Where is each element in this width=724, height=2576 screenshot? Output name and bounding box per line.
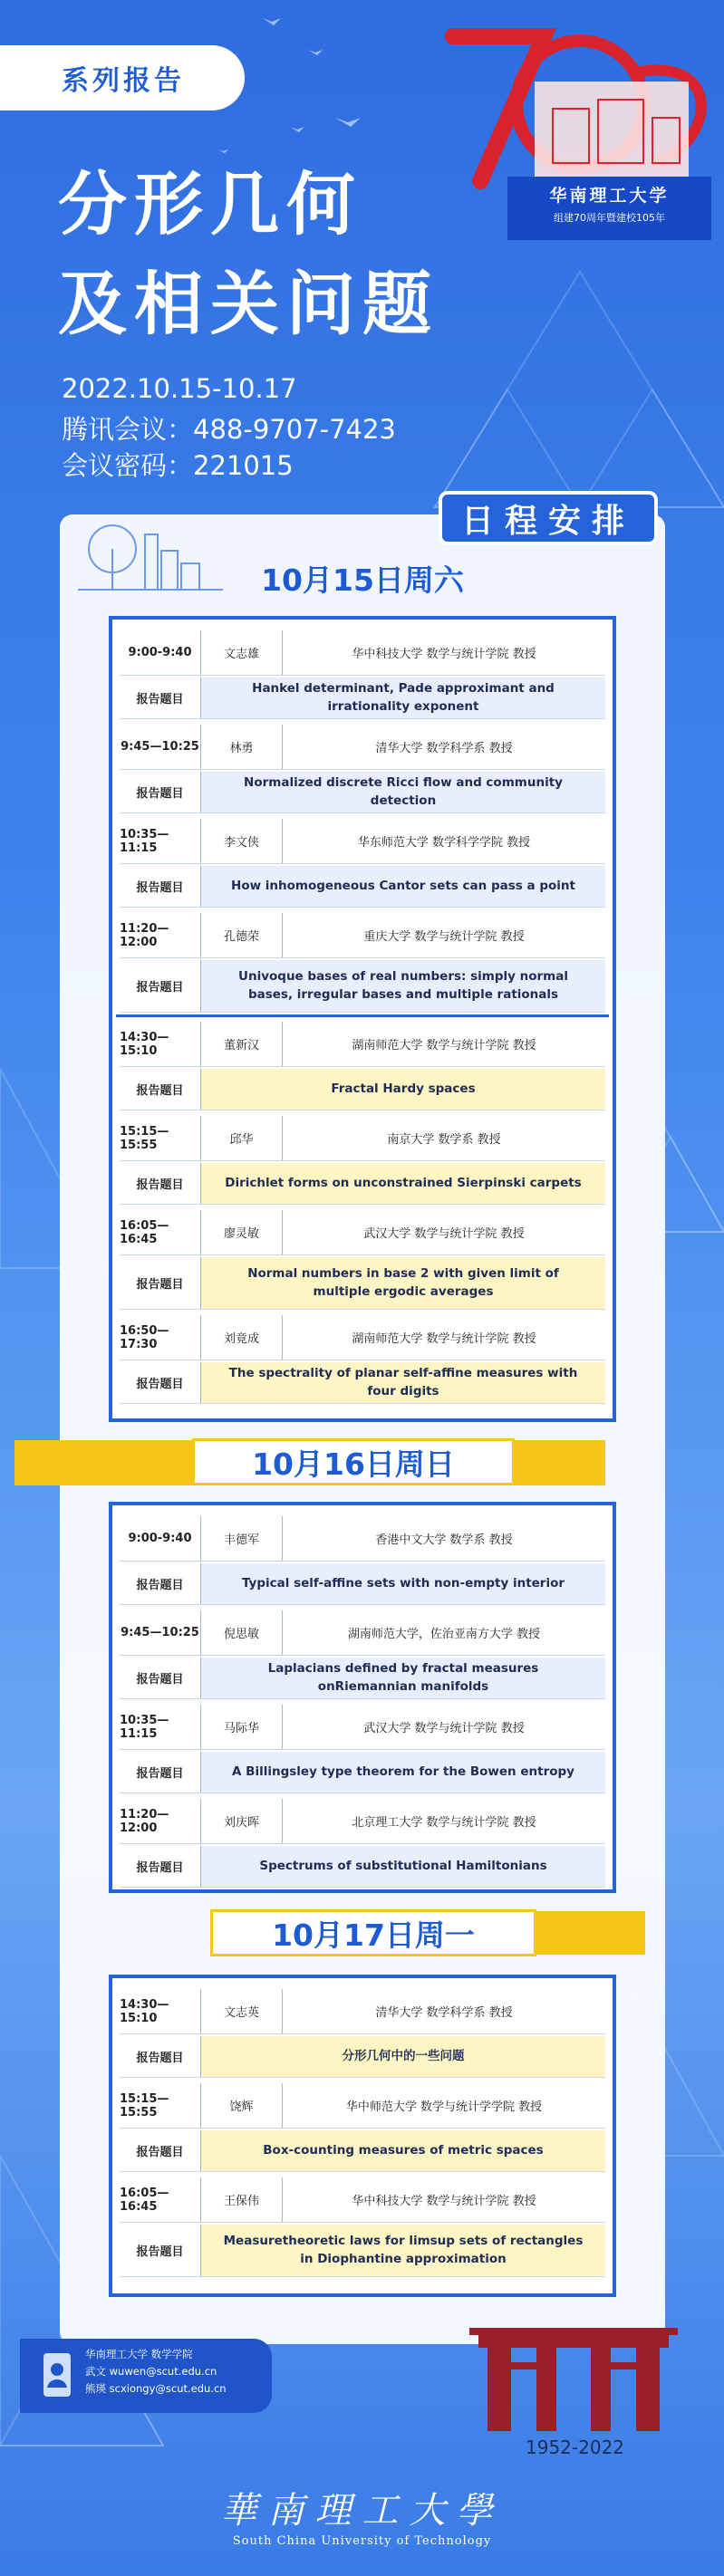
meeting-password: 会议密码：221015 — [62, 450, 294, 481]
talk-speaker: 邱华 — [201, 1116, 283, 1160]
anniversary-subtitle: 组建70周年暨建校105年 — [554, 212, 665, 224]
university-name: 华南理工大学 — [549, 186, 670, 206]
talk-topic-row — [120, 1658, 605, 1699]
accent-bar-left — [14, 1440, 192, 1485]
talk-speaker: 刘庆晖 — [201, 1799, 283, 1843]
talk-affiliation: 北京理工大学 数学与统计学院 教授 — [352, 1816, 536, 1830]
talk-topic: Spectrums of substitutional Hamiltonians — [201, 1846, 605, 1887]
talk-time: 11:20—12:00 — [120, 1799, 201, 1843]
talk-info-row — [120, 913, 605, 958]
talk-affiliation: 南京大学 数学系 教授 — [387, 1133, 501, 1147]
talk-time: 14:30—15:10 — [120, 1022, 201, 1066]
talk-time: 9:45—10:25 — [120, 1610, 201, 1655]
talk-speaker: 文志英 — [201, 1989, 283, 2033]
talk-speaker: 廖灵敏 — [201, 1210, 283, 1254]
talk-topic: How inhomogeneous Cantor sets can pass a point — [201, 866, 605, 907]
talk-speaker: 刘竟成 — [201, 1315, 283, 1360]
day-title-3: 10月17日周一 — [210, 1909, 536, 1956]
talk-time: 10:35—11:15 — [120, 819, 201, 863]
talk-speaker: 马际华 — [201, 1705, 283, 1749]
talk-affiliation: 武汉大学 数学与统计学院 教授 — [363, 1722, 525, 1735]
talk-topic-row — [120, 1257, 605, 1310]
talk-topic-row — [120, 1163, 605, 1205]
meeting-id: 腾讯会议：488-9707-7423 — [62, 414, 396, 445]
talk-topic-row — [120, 866, 605, 908]
day-title-1: 10月15日周六 — [261, 562, 464, 598]
talk-topic: Fractal Hardy spaces — [201, 1069, 605, 1110]
session-divider — [116, 1014, 609, 1017]
talk-topic-row — [120, 678, 605, 719]
topic-label: 报告题目 — [120, 2130, 201, 2171]
talk-info-row — [120, 1022, 605, 1067]
day-title-2: 10月16日周日 — [192, 1438, 515, 1485]
talk-affiliation: 华中科技大学 数学与统计学院 教授 — [352, 2195, 536, 2208]
topic-label: 报告题目 — [120, 1658, 201, 1698]
contact-line-2: 熊瑛 scxiongy@scut.edu.cn — [85, 2381, 227, 2395]
talk-info-row — [120, 2083, 605, 2129]
schedule-tag: 日程安排 — [439, 491, 658, 545]
talk-time: 15:15—15:55 — [120, 1116, 201, 1160]
topic-label: 报告题目 — [120, 1563, 201, 1604]
talk-topic-row — [120, 1362, 605, 1404]
talk-affiliation: 华东师范大学 数学科学学院 教授 — [357, 836, 531, 850]
talk-affiliation: 湖南师范大学 数学与统计学院 教授 — [352, 1039, 536, 1053]
talk-time: 9:45—10:25 — [120, 725, 201, 769]
talk-info-row — [120, 819, 605, 864]
talk-time: 10:35—11:15 — [120, 1705, 201, 1749]
page-title-line1: 分形几何 — [58, 164, 362, 245]
talk-topic-row — [120, 1846, 605, 1888]
talk-topic: Normal numbers in base 2 with given limit of multiple ergodic averages — [201, 1257, 605, 1309]
topic-label: 报告题目 — [120, 678, 201, 718]
talk-affiliation: 华中科技大学 数学与统计学院 教授 — [352, 648, 536, 661]
talk-affiliation: 武汉大学 数学与统计学院 教授 — [363, 1227, 525, 1241]
talk-topic-row — [120, 2130, 605, 2172]
topic-label: 报告题目 — [120, 2036, 201, 2077]
topic-label: 报告题目 — [120, 866, 201, 907]
talk-speaker: 倪思敏 — [201, 1610, 283, 1655]
talk-topic: Hankel determinant, Pade approximant and irrationality exponent — [201, 678, 605, 718]
city-skyline-icon — [78, 518, 223, 591]
topic-label: 报告题目 — [120, 1846, 201, 1887]
talk-info-row — [120, 1610, 605, 1656]
talk-time: 15:15—15:55 — [120, 2083, 201, 2128]
talk-topic: Normalized discrete Ricci flow and community detection — [201, 772, 605, 812]
talk-info-row — [120, 725, 605, 770]
talk-topic-row — [120, 772, 605, 813]
contact-card — [20, 2339, 272, 2413]
talk-info-row — [120, 1516, 605, 1562]
talk-topic-row — [120, 2225, 605, 2277]
talk-topic: Typical self-affine sets with non-empty interior — [201, 1563, 605, 1604]
talk-topic: A Billingsley type theorem for the Bowen entropy — [201, 1752, 605, 1793]
contact-line-1: 武文 wuwen@scut.edu.cn — [85, 2364, 217, 2378]
topic-label: 报告题目 — [120, 960, 201, 1012]
talk-info-row — [120, 1315, 605, 1360]
talk-time: 9:00-9:40 — [120, 1516, 201, 1561]
page-title-line2: 及相关问题 — [58, 264, 439, 344]
talk-affiliation: 清华大学 数学科学系 教授 — [375, 2006, 513, 2020]
topic-label: 报告题目 — [120, 1752, 201, 1793]
event-date: 2022.10.15-10.17 — [62, 373, 297, 404]
talk-speaker: 李文侠 — [201, 819, 283, 863]
series-tag: 系列报告 — [0, 45, 245, 111]
footer-university-cn: 華南理工大學 — [220, 2490, 504, 2532]
schedule-table-day3 — [109, 1975, 616, 2297]
talk-info-row — [120, 1989, 605, 2034]
talk-time: 16:05—16:45 — [120, 2177, 201, 2222]
talk-affiliation: 重庆大学 数学与统计学院 教授 — [363, 930, 525, 944]
talk-topic-row — [120, 1752, 605, 1793]
talk-topic-row — [120, 960, 605, 1013]
talk-affiliation: 湖南师范大学 数学与统计学院 教授 — [352, 1332, 536, 1346]
talk-topic: Dirichlet forms on unconstrained Sierpinski carpets — [201, 1163, 605, 1204]
talk-speaker: 王保伟 — [201, 2177, 283, 2222]
talk-topic: 分形几何中的一些问题 — [201, 2036, 605, 2077]
talk-time: 16:05—16:45 — [120, 1210, 201, 1254]
talk-time: 16:50—17:30 — [120, 1315, 201, 1360]
university-gate-icon — [469, 2326, 678, 2431]
years-range: 1952-2022 — [526, 2437, 625, 2458]
talk-affiliation: 香港中文大学 数学系 教授 — [375, 1533, 513, 1547]
talk-info-row — [120, 1705, 605, 1750]
talk-speaker: 林勇 — [201, 725, 283, 769]
talk-time: 9:00-9:40 — [120, 630, 201, 675]
talk-info-row — [120, 630, 605, 676]
accent-bar-right — [515, 1440, 605, 1485]
talk-affiliation: 华中师范大学 数学与统计学学院 教授 — [345, 2100, 543, 2114]
contact-org: 华南理工大学 数学学院 — [85, 2348, 193, 2360]
contact-book-icon — [40, 2351, 74, 2398]
talk-topic-row — [120, 2036, 605, 2078]
talk-speaker: 文志雄 — [201, 630, 283, 675]
topic-label: 报告题目 — [120, 1257, 201, 1309]
talk-info-row — [120, 2177, 605, 2223]
talk-time: 11:20—12:00 — [120, 913, 201, 957]
talk-speaker: 丰德军 — [201, 1516, 283, 1561]
topic-label: 报告题目 — [120, 772, 201, 812]
talk-topic: Laplacians defined by fractal measures onRiemannian manifolds — [201, 1658, 605, 1698]
topic-label: 报告题目 — [120, 2225, 201, 2276]
topic-label: 报告题目 — [120, 1362, 201, 1403]
talk-speaker: 饶辉 — [201, 2083, 283, 2128]
schedule-table-day2 — [109, 1502, 616, 1893]
talk-time: 14:30—15:10 — [120, 1989, 201, 2033]
talk-topic: The spectrality of planar self-affine measures with four digits — [201, 1362, 605, 1403]
talk-topic-row — [120, 1563, 605, 1605]
talk-info-row — [120, 1116, 605, 1161]
university-badge — [507, 177, 711, 240]
talk-topic: Measuretheoretic laws for limsup sets of rectangles in Diophantine approximation — [201, 2225, 605, 2276]
talk-speaker: 董新汉 — [201, 1022, 283, 1066]
talk-topic-row — [120, 1069, 605, 1110]
topic-label: 报告题目 — [120, 1163, 201, 1204]
topic-label: 报告题目 — [120, 1069, 201, 1110]
talk-info-row — [120, 1210, 605, 1255]
talk-info-row — [120, 1799, 605, 1844]
talk-topic: Box-counting measures of metric spaces — [201, 2130, 605, 2171]
footer-university-en: South China University of Technology — [232, 2534, 492, 2548]
talk-topic: Univoque bases of real numbers: simply normal bases, irregular bases and multiple rationals — [201, 960, 605, 1012]
schedule-table-day1 — [109, 616, 616, 1422]
talk-affiliation: 清华大学 数学科学系 教授 — [375, 742, 513, 755]
talk-speaker: 孔德荣 — [201, 913, 283, 957]
talk-affiliation: 湖南师范大学，佐治亚南方大学 教授 — [347, 1628, 541, 1641]
accent-bar-day3 — [536, 1911, 645, 1955]
